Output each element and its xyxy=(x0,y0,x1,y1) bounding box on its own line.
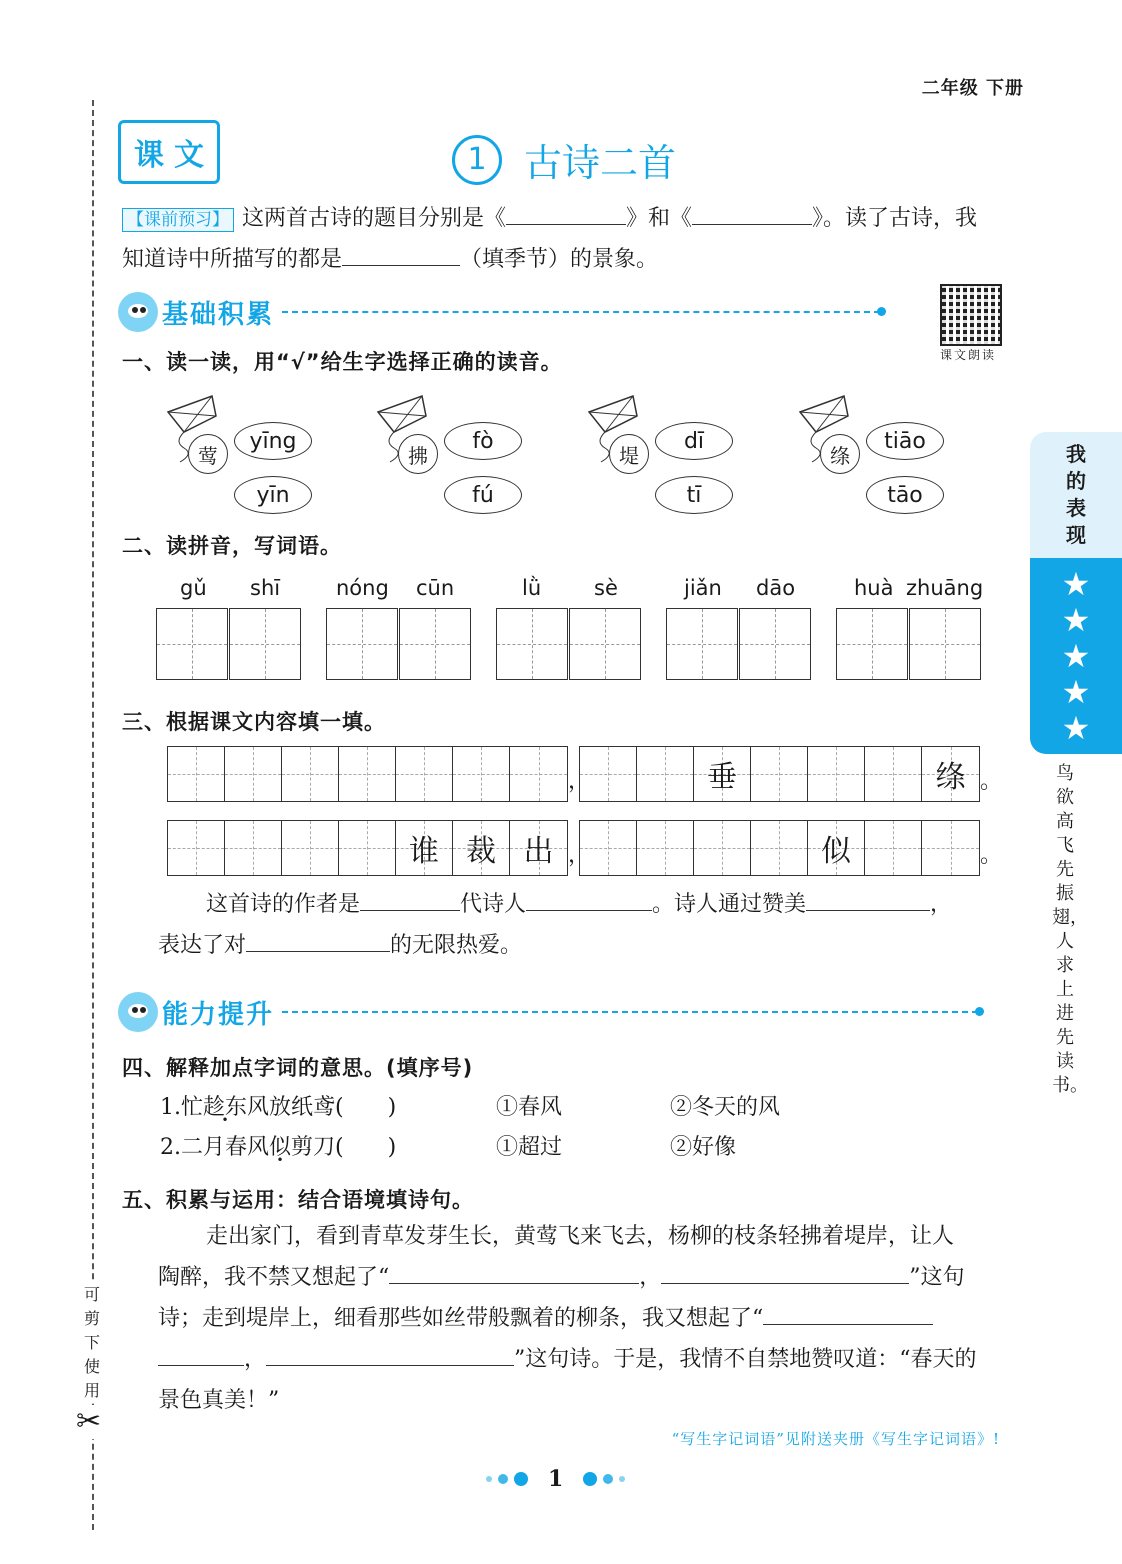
performance-label: 我 的 表 现 xyxy=(1030,432,1122,558)
motto: 鸟欲高飞先振翅，人求上进先读书。 xyxy=(1052,763,1088,1096)
grid-cell[interactable] xyxy=(580,747,637,801)
kite-char: 绦 xyxy=(820,434,860,474)
star-icon[interactable]: ★ xyxy=(1061,601,1091,639)
preview-text: 知道诗中所描写的都是 xyxy=(122,247,343,272)
preview-text: 》和《 xyxy=(626,206,693,231)
blank-poem-line[interactable] xyxy=(763,1298,933,1325)
blank-love[interactable] xyxy=(246,925,390,952)
grid-cell[interactable]: 裁 xyxy=(453,821,510,875)
comma: ， xyxy=(568,843,591,868)
pinyin-option[interactable]: fú xyxy=(444,476,522,514)
grid-cell[interactable]: 出 xyxy=(510,821,567,875)
grid-cell[interactable] xyxy=(751,747,808,801)
writing-box[interactable] xyxy=(739,608,811,680)
blank-poem-line[interactable] xyxy=(389,1257,639,1284)
page-number: 1 xyxy=(486,1466,625,1492)
writing-box[interactable] xyxy=(666,608,738,680)
pinyin-option[interactable]: tiāo xyxy=(866,422,944,460)
writing-box[interactable] xyxy=(496,608,568,680)
writing-box[interactable] xyxy=(909,608,981,680)
poem-line-grid[interactable] xyxy=(579,746,980,802)
blank-poet[interactable] xyxy=(526,884,652,911)
preview-text: （填季节）的景象。 xyxy=(460,247,659,272)
section-divider xyxy=(282,311,880,313)
q4-option[interactable]: ①超过 xyxy=(496,1135,563,1160)
q4-option[interactable]: ①春风 xyxy=(496,1095,563,1120)
grid-cell[interactable] xyxy=(168,821,225,875)
q4-option[interactable]: ②冬天的风 xyxy=(670,1095,781,1120)
blank-poem-line[interactable] xyxy=(158,1339,244,1366)
kite-item xyxy=(364,394,554,514)
grid-cell[interactable] xyxy=(637,747,694,801)
badge-char-2: 文 xyxy=(174,138,204,173)
grid-cell[interactable] xyxy=(339,821,396,875)
grid-cell[interactable] xyxy=(865,821,922,875)
writing-box[interactable] xyxy=(326,608,398,680)
footer-note: “写生字记词语”见附送夹册《写生字记词语》! xyxy=(671,1430,1000,1448)
q4-item: 2.二月春风似剪刀( ) xyxy=(160,1135,397,1160)
grid-cell[interactable] xyxy=(453,747,510,801)
pinyin-option[interactable]: tāo xyxy=(866,476,944,514)
pinyin-label: jiǎn xyxy=(684,576,722,600)
question-2-title: 二、读拼音，写词语。 xyxy=(122,534,342,558)
pinyin-label: nóng xyxy=(336,576,389,600)
kite-char: 堤 xyxy=(609,434,649,474)
writing-box[interactable] xyxy=(156,608,228,680)
pinyin-label: sè xyxy=(594,576,618,600)
kite-item xyxy=(786,394,976,514)
grid-cell[interactable] xyxy=(339,747,396,801)
blank-title-2[interactable] xyxy=(692,198,812,225)
writing-box[interactable] xyxy=(399,608,471,680)
section-title: 能力提升 xyxy=(162,999,275,1030)
lesson-number: 1 xyxy=(452,135,502,185)
star-icon[interactable]: ★ xyxy=(1061,637,1091,675)
grid-cell[interactable] xyxy=(637,821,694,875)
grid-cell[interactable]: 垂 xyxy=(694,747,751,801)
q4-option[interactable]: ②好像 xyxy=(670,1135,737,1160)
qr-code[interactable] xyxy=(940,284,1002,346)
grid-cell[interactable] xyxy=(580,821,637,875)
grid-cell[interactable] xyxy=(225,821,282,875)
grid-cell[interactable] xyxy=(922,821,979,875)
poem-line-grid[interactable] xyxy=(579,820,980,876)
scissors-icon: ✂ xyxy=(76,1404,102,1439)
page-title xyxy=(452,132,676,187)
poem-line-grid[interactable] xyxy=(167,820,568,876)
question-1-title: 一、读一读，用“√”给生字选择正确的读音。 xyxy=(122,350,563,374)
pinyin-label: dāo xyxy=(756,576,796,600)
grid-cell[interactable] xyxy=(225,747,282,801)
grid-cell[interactable] xyxy=(865,747,922,801)
pinyin-label: cūn xyxy=(416,576,455,600)
section-improve xyxy=(118,992,978,1032)
question-4-title: 四、解释加点字词的意思。(填序号) xyxy=(122,1056,474,1080)
grid-cell[interactable] xyxy=(168,747,225,801)
grid-cell[interactable] xyxy=(282,747,339,801)
star-rating[interactable] xyxy=(1030,558,1122,754)
grid-cell[interactable] xyxy=(694,821,751,875)
preview-tag: 【课前预习】 xyxy=(122,208,234,232)
pinyin-option[interactable]: yīn xyxy=(234,476,312,514)
preview-paragraph xyxy=(122,198,1012,280)
grid-cell[interactable] xyxy=(282,821,339,875)
kite-char: 拂 xyxy=(398,434,438,474)
section-divider xyxy=(282,1011,978,1013)
star-icon[interactable]: ★ xyxy=(1061,673,1091,711)
section-title: 基础积累 xyxy=(162,299,275,330)
kite-char: 莺 xyxy=(188,434,228,474)
pinyin-label: lǜ xyxy=(522,576,542,600)
lesson-title: 古诗二首 xyxy=(524,141,677,185)
question-5-title: 五、积累与运用：结合语境填诗句。 xyxy=(122,1188,474,1212)
mascot-icon xyxy=(118,292,158,332)
preview-text: 》。读了古诗，我 xyxy=(812,206,978,231)
preview-text: 这两首古诗的题目分别是《 xyxy=(242,206,507,231)
performance-tab xyxy=(1030,432,1122,754)
grid-cell[interactable] xyxy=(396,747,453,801)
question-3-title: 三、根据课文内容填一填。 xyxy=(122,710,386,734)
q4-item: 1.忙趁东风放纸鸢( ) xyxy=(160,1095,397,1120)
blank-title-1[interactable] xyxy=(506,198,626,225)
pinyin-label: shī xyxy=(250,576,281,600)
author-paragraph: 这首诗的作者是 代诗人 。诗人通过赞美 ， 表达了对 的无限热爱。 xyxy=(158,884,1008,966)
mascot-icon xyxy=(118,992,158,1032)
blank-season[interactable] xyxy=(342,239,460,266)
pinyin-label: zhuāng xyxy=(906,576,984,600)
blank-dynasty[interactable] xyxy=(360,884,460,911)
pinyin-option[interactable]: tī xyxy=(655,476,733,514)
q5-paragraph: 走出家门，看到青草发芽生长，黄莺飞来飞去，杨柳的枝条轻拂着堤岸，让人 陶醉，我不禁又想起了“ ， ”这句 诗；走到堤岸上，细看那些如丝带般飘着的柳条，我又想起了“ ， ”这句诗。于是，我情不自禁地赞叹道：“春天的 景色真美！” xyxy=(158,1224,977,1413)
pinyin-label: gǔ xyxy=(180,576,207,600)
grid-cell[interactable] xyxy=(751,821,808,875)
poem-line-grid[interactable] xyxy=(167,746,568,802)
grid-cell[interactable] xyxy=(808,747,865,801)
cut-hint: 可剪下使用 xyxy=(82,1283,102,1403)
pinyin-option[interactable]: dī xyxy=(655,422,733,460)
pinyin-option[interactable]: yīng xyxy=(234,422,312,460)
badge-char-1: 课 xyxy=(134,138,164,173)
writing-box[interactable] xyxy=(229,608,301,680)
writing-box[interactable] xyxy=(836,608,908,680)
qr-label: 课文朗读 xyxy=(940,348,997,362)
blank-praise[interactable] xyxy=(806,884,930,911)
kite-item xyxy=(575,394,765,514)
writing-box[interactable] xyxy=(569,608,641,680)
grid-cell[interactable] xyxy=(510,747,567,801)
pinyin-label: huà xyxy=(854,576,894,600)
grid-cell[interactable]: 绦 xyxy=(922,747,979,801)
star-icon[interactable]: ★ xyxy=(1061,565,1091,603)
grid-cell[interactable]: 似 xyxy=(808,821,865,875)
lesson-badge xyxy=(118,120,220,184)
period: 。 xyxy=(980,843,1003,868)
blank-poem-line[interactable] xyxy=(266,1339,514,1366)
period: 。 xyxy=(980,769,1003,794)
section-basic xyxy=(118,292,880,332)
grid-cell[interactable]: 谁 xyxy=(396,821,453,875)
comma: ， xyxy=(568,769,591,794)
grade-label: 二年级 下册 xyxy=(921,78,1024,99)
star-icon[interactable]: ★ xyxy=(1061,709,1091,747)
kite-item xyxy=(154,394,344,514)
blank-poem-line[interactable] xyxy=(661,1257,909,1284)
pinyin-option[interactable]: fò xyxy=(444,422,522,460)
